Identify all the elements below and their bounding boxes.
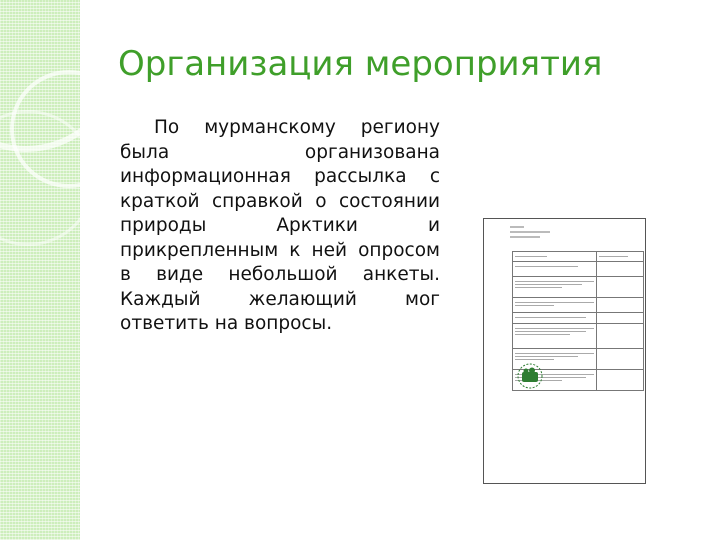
table-row bbox=[513, 324, 644, 349]
table-row bbox=[513, 277, 644, 298]
table-row bbox=[513, 298, 644, 313]
swirl-decoration bbox=[0, 110, 80, 246]
table-row bbox=[513, 252, 644, 262]
questionnaire-document-image bbox=[483, 218, 646, 484]
table-row bbox=[513, 313, 644, 324]
slide-body-text: По мурманскому региону была организована информационная рассылка с краткой справкой о состоянии природы Арктики и прикрепленным к ней опросом в виде небольшой анкеты. Каждый желающий мог ответить на вопросы. bbox=[120, 117, 440, 334]
table-row bbox=[513, 262, 644, 277]
slide-title: Организация мероприятия bbox=[118, 44, 603, 84]
document-header bbox=[510, 226, 620, 241]
decorative-sidebar bbox=[0, 0, 80, 540]
organization-logo bbox=[516, 362, 544, 390]
